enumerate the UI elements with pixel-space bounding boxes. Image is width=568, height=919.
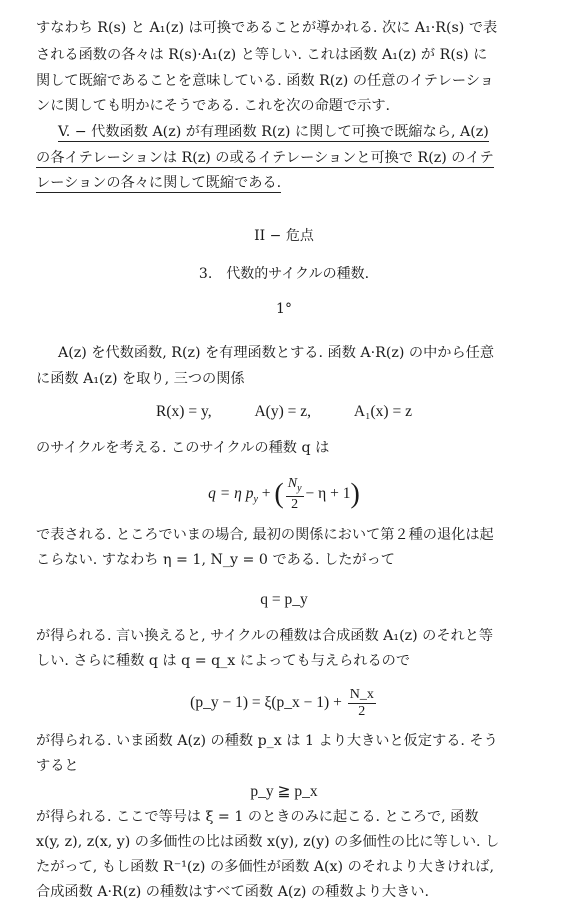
- subsection-title: 3. 代数的サイクルの種数.: [198, 266, 370, 282]
- genus-eq-numerator: N: [287, 475, 298, 491]
- q-equals-py-equation: q = p_y: [260, 591, 308, 608]
- para4-line-2: こらない. すなわち η = 1, N_y = 0 である. したがって: [36, 552, 395, 568]
- proposition-text-3: レーションの各々に関して既縮である.: [36, 175, 282, 191]
- right-paren: ): [350, 478, 360, 510]
- genus-relation-lhs: (p_y − 1) = ξ(p_x − 1) +: [190, 694, 342, 711]
- inequality-equation: p_y ≧ p_x: [250, 783, 318, 800]
- genus-eq-plus: +: [261, 485, 271, 502]
- proposition-line-1: [58, 122, 489, 142]
- relations-equation: [0, 403, 568, 421]
- proposition-text-1: V. − 代数函数 A(z) が有理函数 R(z) に関して可換で既縮なら, A(z): [58, 124, 489, 140]
- proposition-line-2: [36, 148, 494, 168]
- genus-relation-denominator: 2: [358, 703, 366, 719]
- genus-relation-equation: [0, 682, 568, 724]
- section-title: II − 危点: [254, 228, 314, 244]
- genus-eq-num-sub: y: [297, 482, 302, 494]
- para1-line-3: 関して既縮であることを意味している. 函数 R(z) の任意のイテレーショ: [36, 73, 494, 89]
- left-paren: (: [274, 478, 284, 510]
- genus-eq-sub: y: [253, 494, 258, 506]
- genus-eq-tail: − η + 1: [305, 485, 351, 502]
- genus-eq-fraction: [286, 476, 304, 514]
- relation-1: R(x) = y,: [156, 403, 212, 420]
- para5-line-1: が得られる. 言い換えると, サイクルの種数は合成函数 A₁(z) のそれと等: [36, 628, 494, 644]
- para2-line-1: A(z) を代数函数, R(z) を有理函数とする. 函数 A·R(z) の中から任意: [58, 345, 495, 361]
- proposition-line-3: [36, 173, 281, 193]
- para3-line: のサイクルを考える. このサイクルの種数 q は: [36, 440, 330, 456]
- para1-line-4: ンに関しても明かにそうである. これを次の命題で示す.: [36, 98, 391, 114]
- para5-line-2: しい. さらに種数 q は q = q_x によっても与えられるので: [36, 653, 411, 669]
- para4-line-1: で表される. ところでいまの場合, 最初の関係において第２種の退化は起: [36, 527, 494, 543]
- para7-line-1: が得られる. ここで等号は ξ = 1 のときのみに起こる. ところで, 函数: [36, 809, 479, 825]
- genus-relation-fraction: [348, 687, 376, 720]
- relation-2: A(y) = z,: [254, 403, 311, 420]
- genus-eq-denominator: 2: [291, 497, 299, 513]
- para6-line-1: が得られる. いま函数 A(z) の種数 p_x は 1 より大きいと仮定する. そう: [36, 733, 498, 749]
- para1-line-1: すなわち R(s) と A₁(z) は可換であることが導かれる. 次に A₁·R(s) で表: [36, 20, 498, 36]
- para7-line-4: 合成函数 A·R(z) の種数はすべて函数 A(z) の種数より大きい.: [36, 884, 429, 900]
- para6-line-2: すると: [36, 758, 79, 774]
- degree-mark: 1°: [276, 301, 292, 317]
- para1-line-2: される函数の各々は R(s)·A₁(z) と等しい. これは函数 A₁(z) が R(s) に: [36, 47, 488, 63]
- genus-equation: [0, 472, 568, 516]
- genus-relation-numerator: N_x: [349, 686, 374, 702]
- genus-eq-lhs: q = η p: [208, 485, 254, 502]
- para7-line-2: x(y, z), z(x, y) の多価性の比は函数 x(y), z(y) の多価性の比に等しい. し: [36, 834, 500, 850]
- proposition-text-2: の各イテレーションは R(z) の或るイテレーションと可換で R(z) のイテ: [36, 150, 494, 166]
- para2-line-2: に函数 A₁(z) を取り, 三つの関係: [36, 371, 245, 387]
- relation-3: A₁(x) = z: [353, 403, 412, 420]
- para7-line-3: たがって, もし函数 R⁻¹(z) の多価性が函数 A(x) のそれより大きければ,: [36, 859, 494, 875]
